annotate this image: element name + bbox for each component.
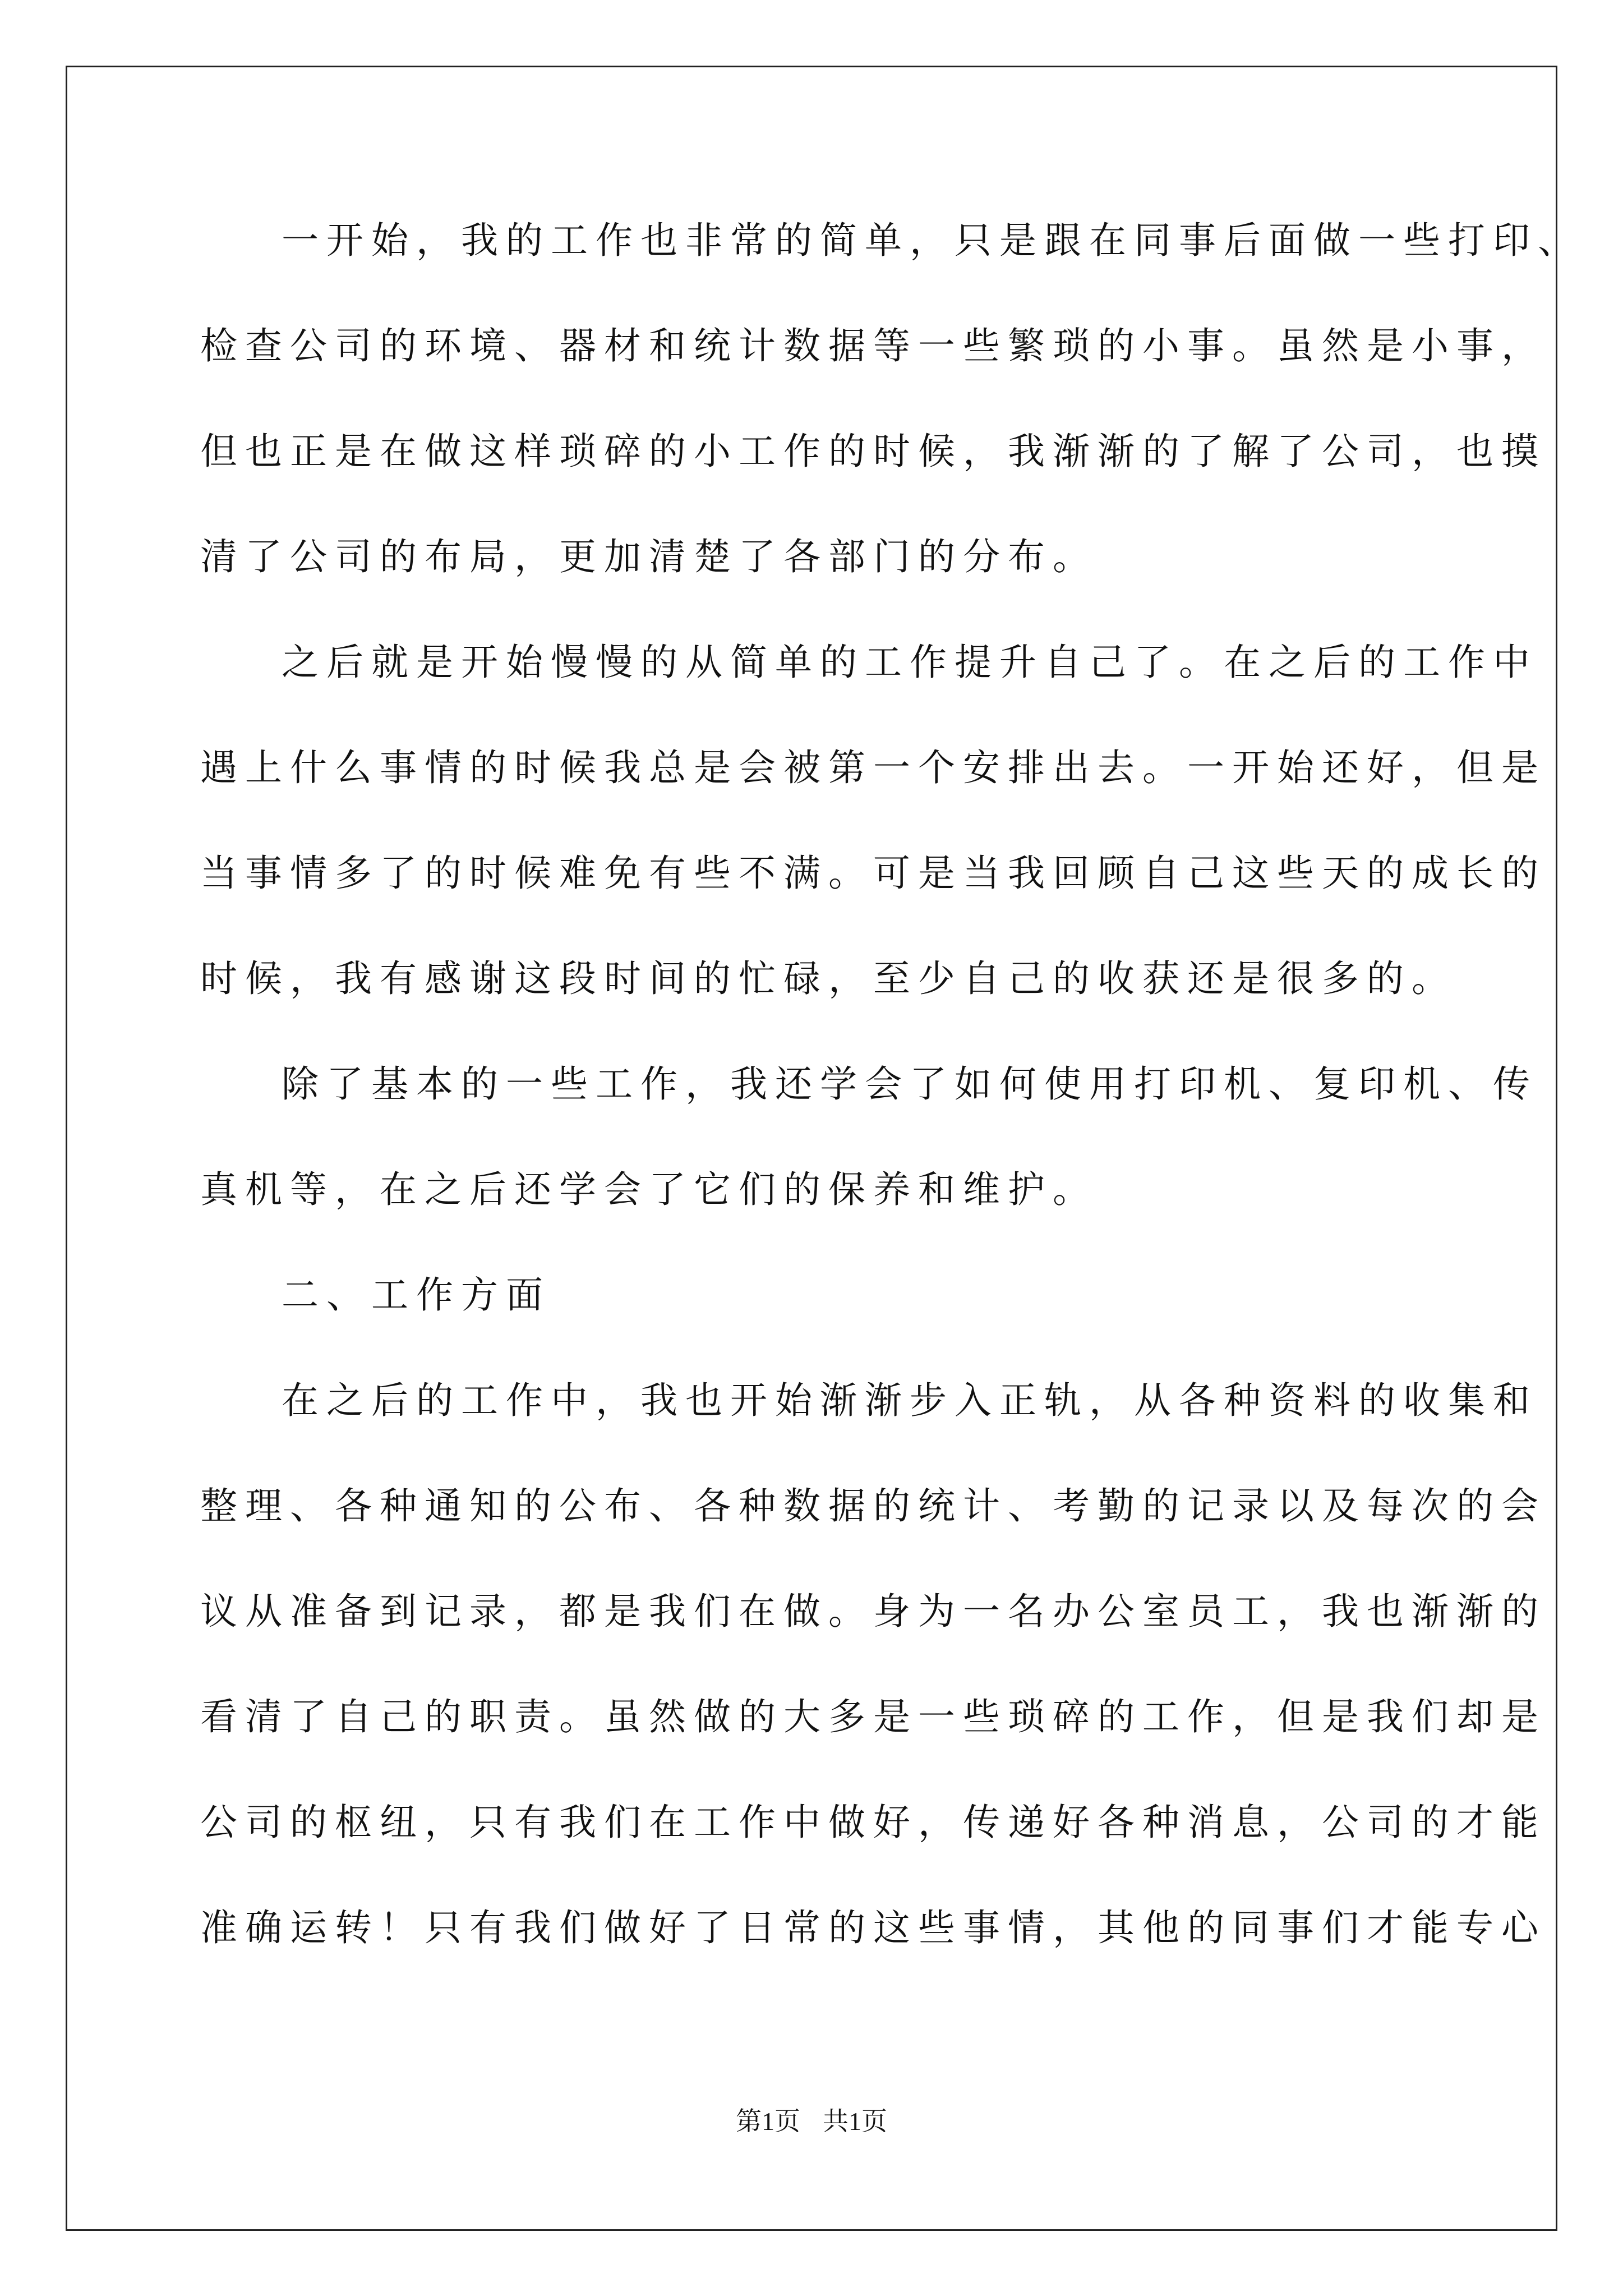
text-line: 真机等，在之后还学会了它们的保养和维护。: [200, 1168, 1098, 1211]
text-line: 一开始，我的工作也非常的简单，只是跟在同事后面做一些打印、: [282, 219, 1583, 262]
text-line: 时候，我有感谢这段时间的忙碌，至少自己的收获还是很多的。: [200, 957, 1456, 1000]
text-line: 遇上什么事情的时候我总是会被第一个安排出去。一开始还好，但是: [200, 746, 1546, 789]
text-line: 在之后的工作中，我也开始渐渐步入正轨，从各种资料的收集和: [282, 1379, 1538, 1422]
text-line: 看清了自己的职责。虽然做的大多是一些琐碎的工作，但是我们却是: [200, 1695, 1546, 1738]
text-line: 但也正是在做这样琐碎的小工作的时候，我渐渐的了解了公司，也摸: [200, 430, 1546, 473]
text-line: 二、工作方面: [282, 1273, 551, 1317]
text-line: 清了公司的布局，更加清楚了各部门的分布。: [200, 535, 1098, 578]
text-line: 除了基本的一些工作，我还学会了如何使用打印机、复印机、传: [282, 1062, 1538, 1106]
text-line: 之后就是开始慢慢的从简单的工作提升自己了。在之后的工作中: [282, 641, 1538, 684]
text-line: 准确运转！只有我们做好了日常的这些事情，其他的同事们才能专心: [200, 1906, 1546, 1949]
page-footer: [0, 2101, 1623, 2138]
page-number-current: 第1页: [736, 2107, 800, 2136]
text-line: 整理、各种通知的公布、各种数据的统计、考勤的记录以及每次的会: [200, 1484, 1546, 1527]
page-number-total: 共1页: [823, 2107, 887, 2136]
text-line: 公司的枢纽，只有我们在工作中做好，传递好各种消息，公司的才能: [200, 1801, 1546, 1844]
text-line: 议从准备到记录，都是我们在做。身为一名办公室员工，我也渐渐的: [200, 1590, 1546, 1633]
document-body: [200, 188, 1583, 1981]
text-line: 检查公司的环境、器材和统计数据等一些繁琐的小事。虽然是小事，: [200, 324, 1546, 367]
text-line: 当事情多了的时候难免有些不满。可是当我回顾自己这些天的成长的: [200, 852, 1546, 895]
